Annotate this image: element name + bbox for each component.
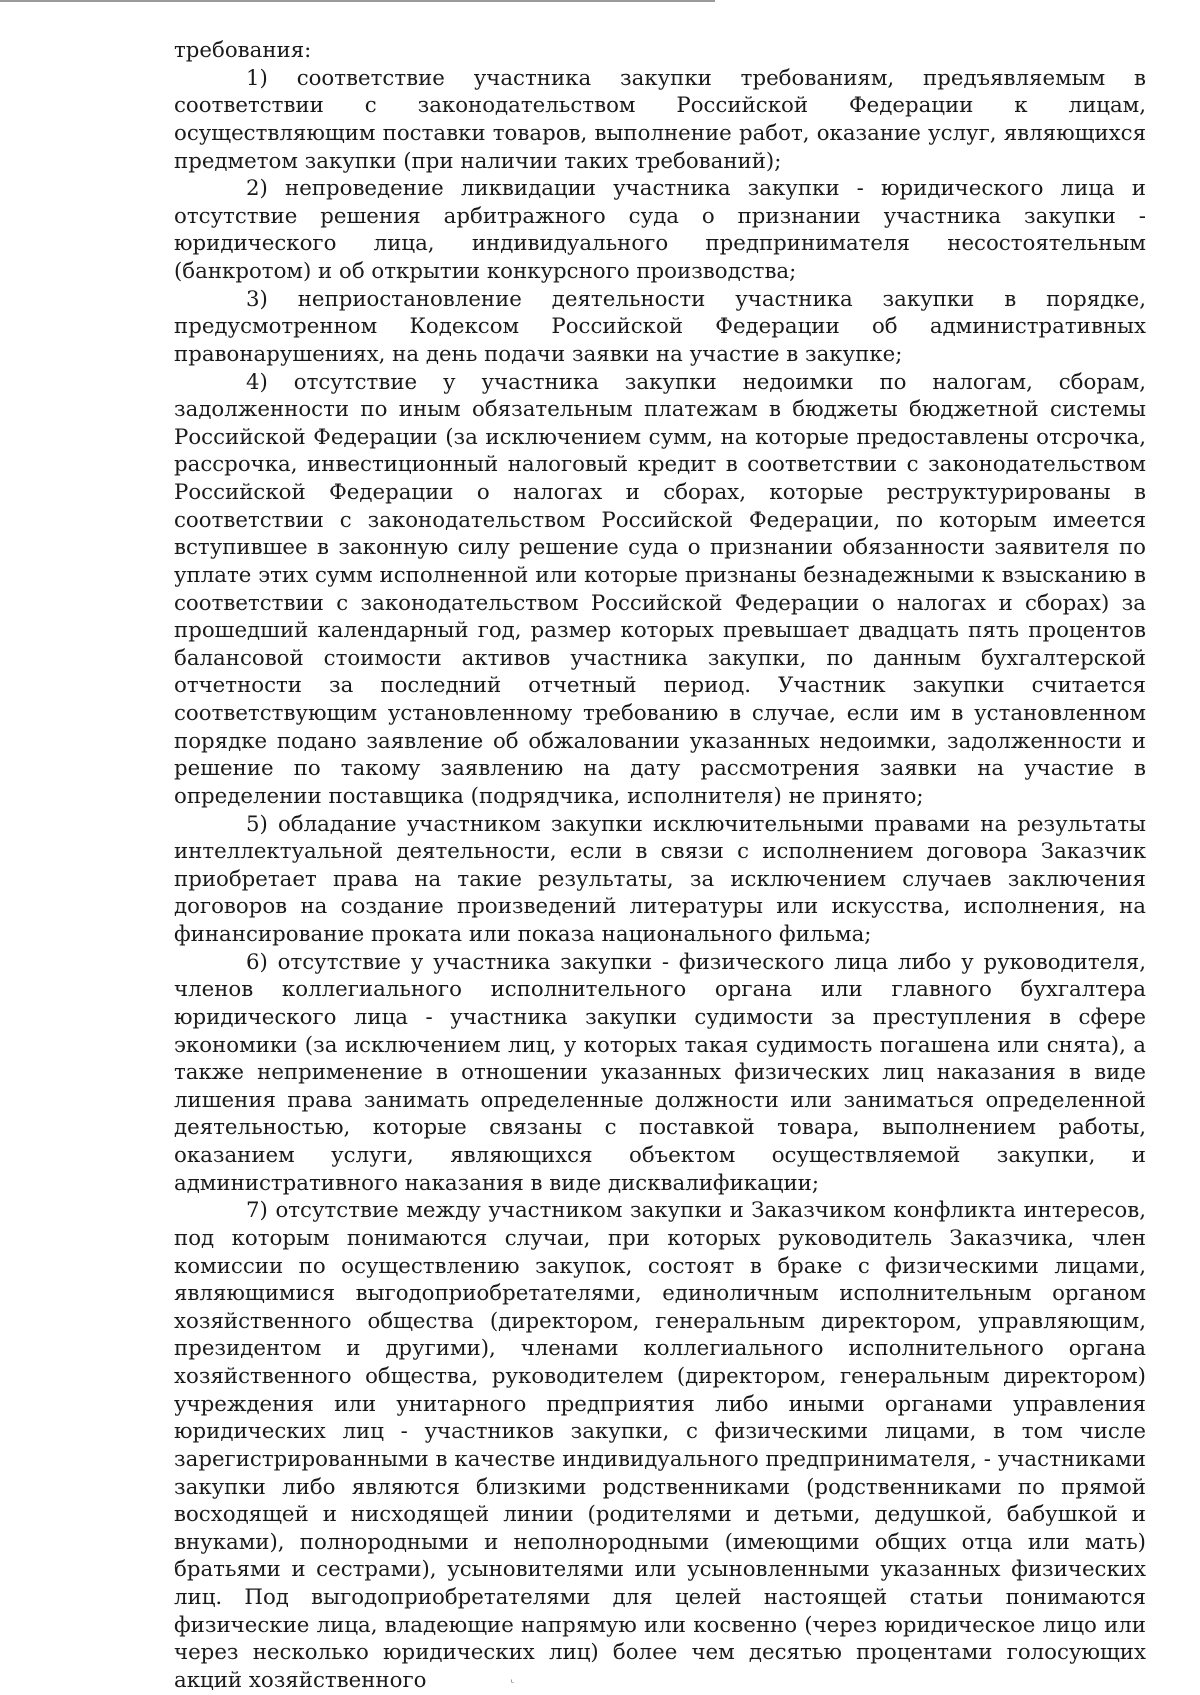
intro-text: требования: — [174, 38, 312, 63]
requirement-item-6: 6) отсутствие у участника закупки - физического лица либо у руководителя, членов коллегиального исполнительного органа или главного бухгалтера юридического лица - участника закупки судимости за преступления в сфере экономики (за исключением лиц, у которых такая судимость погашена или снята), а также неприменение в отношении указанных физических лиц наказания в виде лишения права занимать определенные должности или заниматься определенной деятельностью, которые связаны с поставкой товара, выполнением работы, оказанием услуги, являющихся объектом осуществляемой закупки, и административного наказания в виде дисквалификации; — [174, 949, 1146, 1196]
requirement-item-5: 5) обладание участником закупки исключительными правами на результаты интеллектуальной деятельности, если в связи с исполнением договора Заказчик приобретает права на такие результаты, за исключением случаев заключения договоров на создание произведений литературы или искусства, исполнения, на финансирование проката или показа национального фильма; — [174, 811, 1146, 947]
requirement-item-4: 4) отсутствие у участника закупки недоимки по налогам, сборам, задолженности по иным обязательным платежам в бюджеты бюджетной системы Российской Федерации (за исключением сумм, на которые предоставлены отсрочка, рассрочка, инвестиционный налоговый кредит в соответствии с законодательством Российской Федерации о налогах и сборах, которые реструктурированы в соответствии с законодательством Российской Федерации, по которым имеется вступившее в законную силу решение суда о признании обязанности заявителя по уплате этих сумм исполненной или которые признаны безнадежными к взысканию в соответствии с законодательством Российской Федерации о налогах и сборах) за прошедший календарный год, размер которых превышает двадцать пять процентов балансовой стоимости активов участника закупки, по данным бухгалтерской отчетности за последний отчетный период. Участник закупки считается соответствующим установленному требованию в случае, если им в установленном порядке подано заявление об обжаловании указанных недоимки, задолженности и решение по такому заявлению на дату рассмотрения заявки на участие в определении поставщика (подрядчика, исполнителя) не принято; — [174, 369, 1146, 809]
requirement-item-2: 2) непроведение ликвидации участника закупки - юридического лица и отсутствие решения арбитражного суда о признании участника закупки - юридического лица, индивидуального предпринимателя несостоятельным (банкротом) и об открытии конкурсного производства; — [174, 176, 1146, 284]
page-footer-mark: ᴸ — [511, 1678, 514, 1687]
top-edge-rule — [0, 0, 715, 2]
requirement-item-1: 1) соответствие участника закупки требованиям, предъявляемым в соответствии с законодательством Российской Федерации к лицам, осуществляющим поставки товаров, выполнение работ, оказание услуг, являющихся предметом закупки (при наличии таких требований); — [174, 65, 1146, 174]
document-body — [174, 37, 1146, 1695]
requirement-item-7: 7) отсутствие между участником закупки и Заказчиком конфликта интересов, под которым понимаются случаи, при которых руководитель Заказчика, член комиссии по осуществлению закупок, состоят в браке с физическими лицами, являющимися выгодоприобретателями, единоличным исполнительным органом хозяйственного общества (директором, генеральным директором, управляющим, президентом и другими), членами коллегиального исполнительного органа хозяйственного общества, руководителем (директором, генеральным директором) учреждения или унитарного предприятия либо иными органами управления юридических лиц - участников закупки, с физическими лицами, в том числе зарегистрированными в качестве индивидуального предпринимателя, - участниками закупки либо являются близкими родственниками (родственниками по прямой восходящей и нисходящей линии (родителями и детьми, дедушкой, бабушкой и внуками), полнородными и неполнородными (имеющими общих отца или мать) братьями и сестрами), усыновителями или усыновленными указанных физических лиц. Под выгодоприобретателями для целей настоящей статьи понимаются физические лица, владеющие напрямую или косвенно (через юридическое лицо или через несколько юридических лиц) более чем десятью процентами голосующих акций хозяйственного — [174, 1198, 1146, 1693]
requirement-item-3: 3) неприостановление деятельности участника закупки в порядке, предусмотренном Кодексом Российской Федерации об административных правонарушениях, на день подачи заявки на участие в закупке; — [174, 286, 1146, 367]
